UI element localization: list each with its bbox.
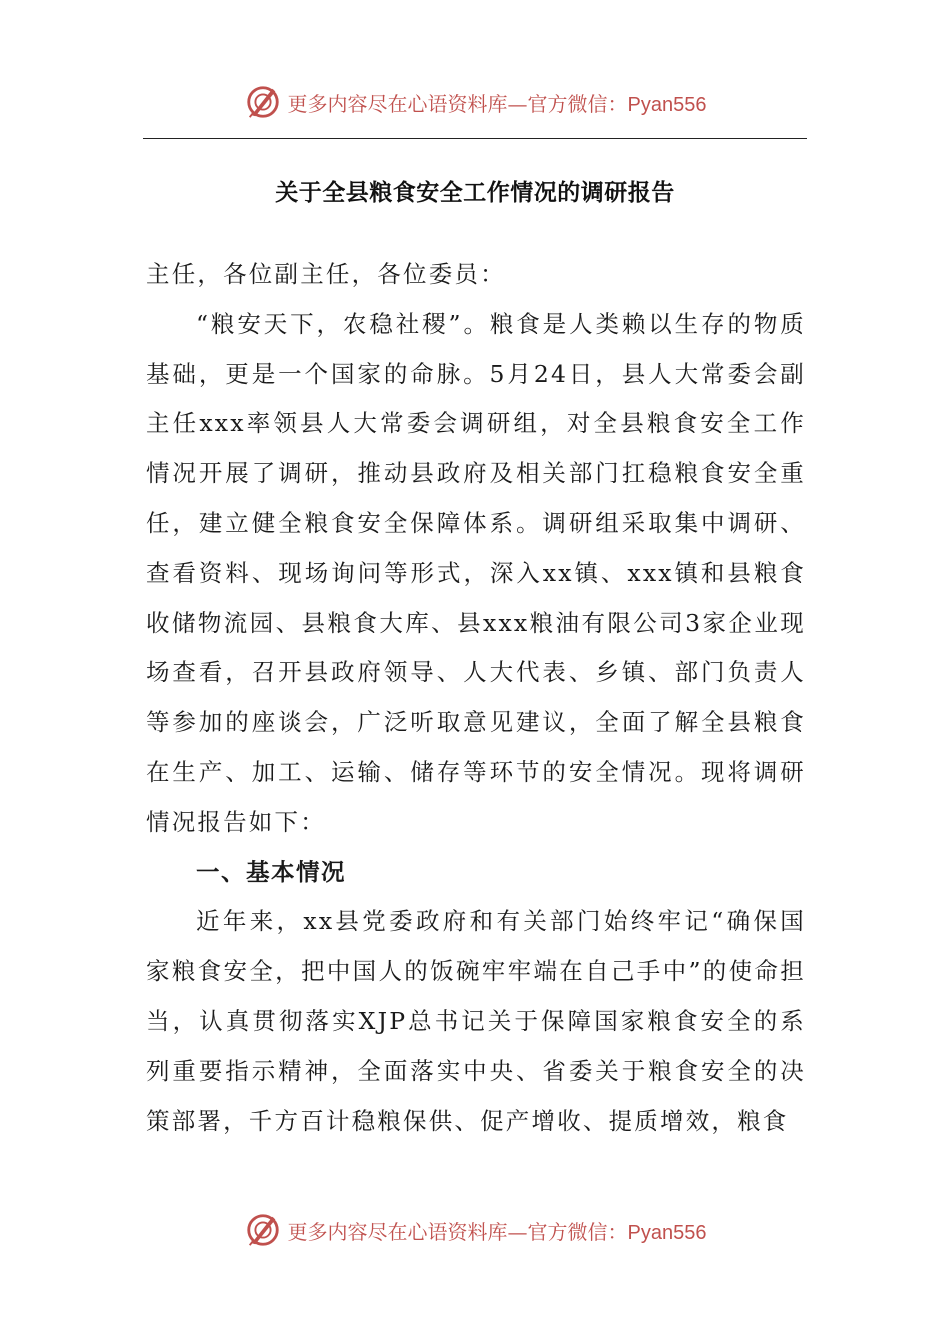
- watermark-text: [288, 1216, 707, 1245]
- watermark-banner-bottom: [0, 1208, 950, 1252]
- document-body: [146, 250, 806, 1146]
- section-heading-1: 一、基本情况: [196, 857, 346, 886]
- quill-logo-icon: [244, 83, 282, 121]
- watermark-cn-text: 更多内容尽在心语资料库—官方微信：: [287, 91, 628, 116]
- paragraph-1: “粮安天下，农稳社稷”。粮食是人类赖以生存的物质基础，更是一个国家的命脉。5月24日，县人大常委会副主任xxx率领县人大常委会调研组，对全县粮食安全工作情况开展了调研，推动县政府及相关部门扛稳粮食安全重任，建立健全粮食安全保障体系。调研组采取集中调研、查看资料、现场询问等形式，深入xx镇、xxx镇和县粮食收储物流园、县粮食大库、县xxx粮油有限公司3家企业现场查看，召开县政府领导、人大代表、乡镇、部门负责人等参加的座谈会，广泛听取意见建议，全面了解全县粮食在生产、加工、运输、储存等环节的安全情况。现将调研情况报告如下：: [146, 309, 806, 836]
- watermark-wechat-id: Pyan556: [627, 93, 707, 116]
- document-title: 关于全县粮食安全工作情况的调研报告: [275, 180, 675, 206]
- paragraph-2: 近年来，xx县党委政府和有关部门始终牢记“确保国家粮食安全，把中国人的饭碗牢牢端在自己手中”的使命担当，认真贯彻落实XJP总书记关于保障国家粮食安全的系列重要指示精神，全面落实中央、省委关于粮食安全的决策部署，千方百计稳粮保供、促产增收、提质增效，粮食: [146, 907, 806, 1135]
- watermark-cn-text: 更多内容尽在心语资料库—官方微信：: [287, 1219, 628, 1244]
- header-rule: [143, 138, 807, 139]
- watermark-text: [288, 88, 707, 117]
- salutation: 主任，各位副主任，各位委员：: [146, 260, 506, 288]
- watermark-wechat-id: Pyan556: [627, 1221, 707, 1244]
- quill-logo-icon: [244, 1211, 282, 1249]
- watermark-banner-top: [0, 80, 950, 124]
